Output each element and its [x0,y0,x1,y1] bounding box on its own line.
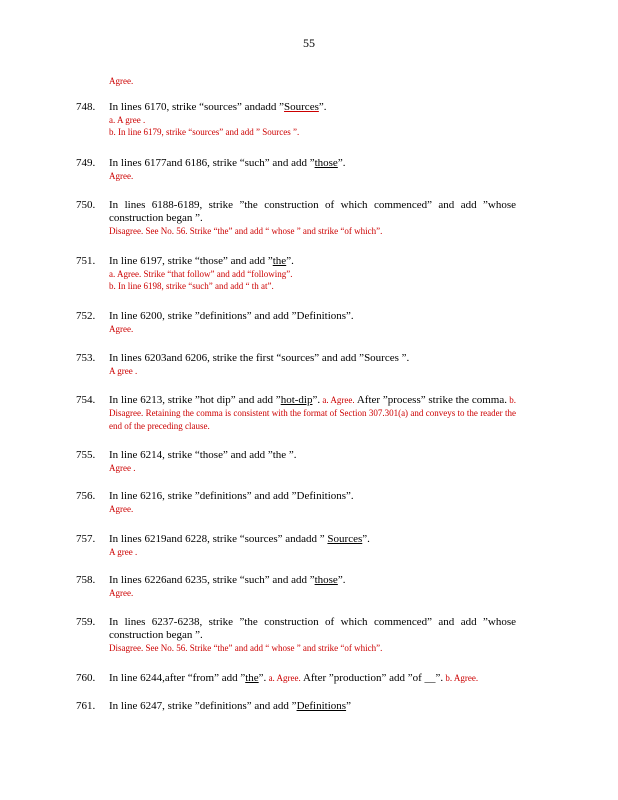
item-number: 753. [76,352,96,364]
amendment-item [76,672,516,685]
item-number: 748. [76,101,96,113]
amendment-item [76,449,516,474]
item-number: 752. [76,310,96,322]
amendment-item [76,199,516,237]
item-number: 750. [76,199,96,211]
response-text: a. Agree. [320,395,355,405]
response-text: Agree. [109,324,134,334]
amendment-item [76,352,516,377]
response-text: b. In line 6198, strike “such” and add “ th at”. [109,281,274,291]
response-text: Agree. [109,504,134,514]
response-text: A gree . [109,547,138,557]
amendment-text: In line 6244,after “from” add ”the”. a. Agree. After ”production” add ”of __”. b. Agree. [109,672,479,684]
amendment-text: In line 6214, strike “those” and add ”the ”. [109,449,297,461]
item-number: 751. [76,255,96,267]
amendment-item [76,700,516,713]
amendment-text: In line 6216, strike ”definitions” and add ”Definitions”. [109,490,354,502]
response-text: Agree. [109,588,134,598]
amendment-text: In line 6213, strike ”hot dip” and add ”hot-dip”. a. Agree. After ”process” strike the comma. b. Disagree. Retaining the comma is consistent with the format of Section 307.301(a) and conveys to the reader the end of the preceding clause. [109,394,517,431]
response-text: a. Agree. Strike “that follow” and add “following”. [109,269,293,279]
amendment-item [76,101,516,138]
amendment-item [76,616,516,654]
response-text: b. In line 6179, strike “sources” and add ” Sources ”. [109,127,300,137]
item-number: 758. [76,574,96,586]
item-number: 749. [76,157,96,169]
amendment-text: In lines 6237-6238, strike ”the construction of which commenced” and add ”whose construction began ”. [109,616,516,641]
response-text: a. A gree . [109,115,146,125]
response-text: A gree . [109,366,138,376]
page-number: 55 [303,36,315,50]
item-number: 754. [76,394,96,406]
amendment-text: In line 6247, strike ”definitions” and add ”Definitions” [109,700,351,712]
item-number: 760. [76,672,96,684]
item-number: 757. [76,533,96,545]
response-text: a. Agree. [266,673,301,683]
amendment-item [76,490,516,515]
item-number: 761. [76,700,96,712]
amendment-item [76,533,516,558]
amendment-item [76,157,516,182]
item-number: 756. [76,490,96,502]
response-text: b. Agree. [443,673,479,683]
response-text: b. Disagree. Retaining the comma is consistent with the format of Section 307.301(a) and conveys to the reader the end of the preceding clause. [109,395,517,431]
item-number: 759. [76,616,96,628]
amendment-text: In lines 6219and 6228, strike “sources” andadd ” Sources”. [109,533,370,545]
response-text: Disagree. See No. 56. Strike “the” and add “ whose ” and strike “of which”. [109,643,383,653]
response-text: Agree . [109,463,136,473]
amendment-text: In lines 6177and 6186, strike “such” and add ”those”. [109,157,346,169]
amendment-text: In line 6200, strike ”definitions” and add ”Definitions”. [109,310,354,322]
amendment-item [76,310,516,335]
response-text: Agree. [109,171,134,181]
amendment-text: In lines 6170, strike “sources” andadd ”Sources”. [109,101,327,113]
amendment-item [76,394,516,433]
response-text: Disagree. See No. 56. Strike “the” and add “ whose ” and strike “of which”. [109,226,383,236]
amendment-item [76,574,516,599]
response-text: Agree. [109,76,134,86]
amendment-text: In line 6197, strike “those” and add ”the”. [109,255,294,267]
item-number: 755. [76,449,96,461]
amendment-text: In lines 6203and 6206, strike the first “sources” and add ”Sources ”. [109,352,410,364]
amendment-text: In lines 6226and 6235, strike “such” and add ”those”. [109,574,346,586]
amendment-item [76,255,516,292]
amendment-text: In lines 6188-6189, strike ”the construction of which commenced” and add ”whose construction began ”. [109,199,516,224]
